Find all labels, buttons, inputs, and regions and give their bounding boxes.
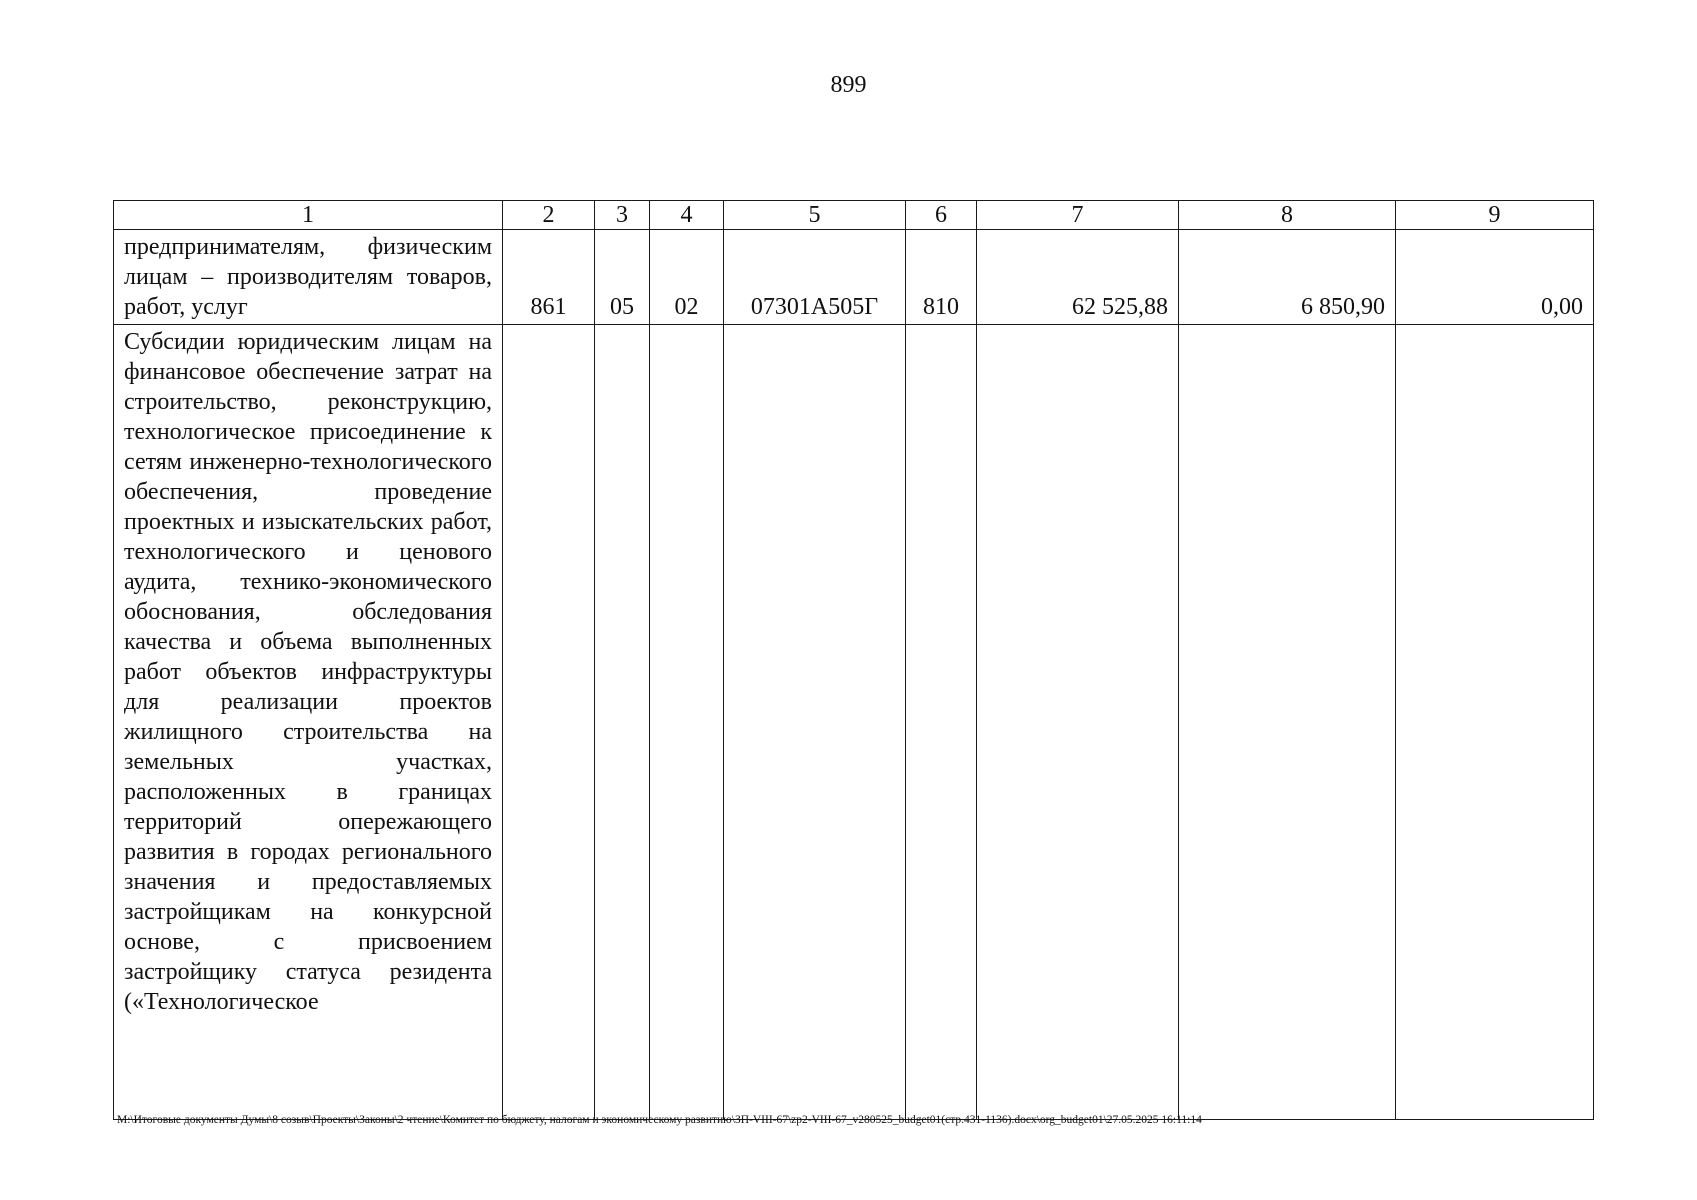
column-header-6: 6 [906, 201, 977, 230]
row-cell-col2 [503, 325, 595, 1120]
row-cell-col6: 810 [906, 230, 977, 325]
row-cell-col4 [650, 325, 724, 1120]
column-header-9: 9 [1396, 201, 1594, 230]
row-cell-col9 [1396, 325, 1594, 1120]
row-cell-col6 [906, 325, 977, 1120]
table-row [114, 325, 1594, 1120]
row-cell-col5 [724, 325, 906, 1120]
table-header-row [114, 201, 1594, 230]
column-header-5: 5 [724, 201, 906, 230]
row-cell-col4: 02 [650, 230, 724, 325]
row-description: предпринимателям, физическим лицам – производителям товаров, работ, услуг [114, 230, 503, 325]
row-cell-col8 [1179, 325, 1396, 1120]
row-cell-col7 [977, 325, 1179, 1120]
page-number: 899 [830, 72, 867, 98]
column-header-7: 7 [977, 201, 1179, 230]
column-header-2: 2 [503, 201, 595, 230]
column-header-8: 8 [1179, 201, 1396, 230]
row-cell-col3 [595, 325, 650, 1120]
row-cell-col5: 07301А505Г [724, 230, 906, 325]
column-header-1: 1 [114, 201, 503, 230]
row-cell-col7: 62 525,88 [977, 230, 1179, 325]
table-row [114, 230, 1594, 325]
budget-table [113, 200, 1594, 1120]
column-header-4: 4 [650, 201, 724, 230]
column-header-3: 3 [595, 201, 650, 230]
row-description: Субсидии юридическим лицам на финансовое обеспечение затрат на строительство, реконструкцию, технологическое присоединение к сетям инженерно-технологического обеспечения, проведение проектных и изыскательских работ, технологического и ценового аудита, технико-экономического обоснования, обследования качества и объема выполненных работ объектов инфраструктуры для реализации проектов жилищного строительства на земельных участках, расположенных в границах территорий опережающего развития в городах регионального значения и предоставляемых застройщикам на конкурсной основе, с присвоением застройщику статуса резидента («Технологическое [114, 325, 503, 1120]
document-file-path: М:\Итоговые документы Думы\8 созыв\Проекты\Законы\2 чтение\Комитет по бюджету, налогам и экономическому развитию\ЗП-VIII-67\zp2-VIII-67_v280525_budget01(стр.431-1136).docx\org_budget01\27.05.2025 16:11:14 [117, 1114, 1202, 1126]
row-cell-col3: 05 [595, 230, 650, 325]
row-cell-col8: 6 850,90 [1179, 230, 1396, 325]
row-cell-col2: 861 [503, 230, 595, 325]
row-cell-col9: 0,00 [1396, 230, 1594, 325]
